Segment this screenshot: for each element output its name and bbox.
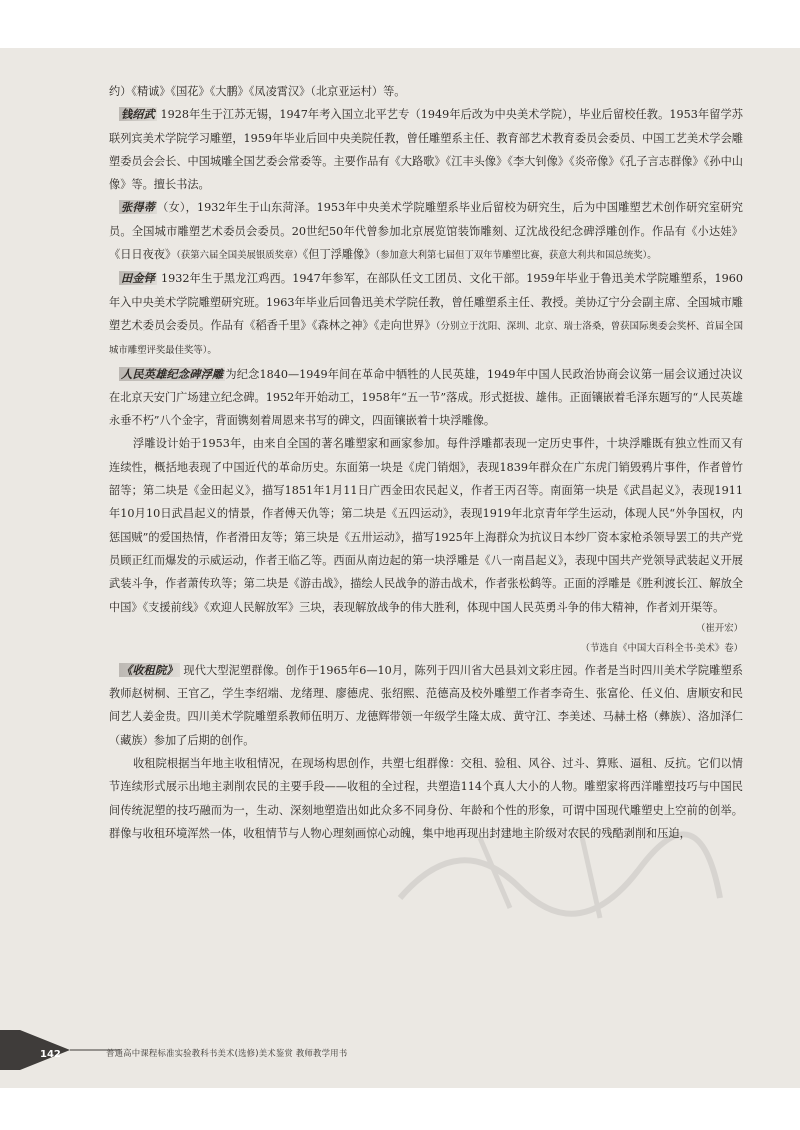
entry-term: 张得蒂 <box>121 200 156 215</box>
entry-note: （分别立于沈阳、深圳、北京、瑞士洛桑，曾获国际奥委会奖杯、首届全国城市雕塑评奖最佳奖等）。 <box>109 320 743 357</box>
entry-text: 现代大型泥塑群像。创作于1965年6—10月，陈列于四川省大邑县刘文彩庄园。作者是当时四川美术学院雕塑系教师赵树桐、王官乙，学生李绍端、龙绪理、廖德虎、张绍熙、范德高及校外雕塑工作者李奇生、张富伦、任义伯、唐顺安和民间艺人姜金贵。四川美术学院雕塑系教师伍明万、龙德辉带领一年级学生隆太成、黄守江、李美述、马赫土格（彝族）、洛加泽仁（藏族）参加了后期的创作。 <box>109 663 743 747</box>
entry-note-2: （参加意大利第七届但丁双年节雕塑比赛，获意大利共和国总统奖）。 <box>375 250 657 262</box>
page-number: 142 <box>40 1049 61 1060</box>
entry-text: （女），1932年生于山东菏泽。1953年中央美术学院雕塑系毕业后留校为研究生，后为中国雕塑艺术创作研究室研究员。全国城市雕塑艺术委员会委员。20世纪50年代曾参加北京展览馆装饰雕刻、辽沈战役纪念碑浮雕创作。作品有《小达娃》《日日夜夜》 <box>109 201 743 262</box>
entry-zhang-dedi <box>109 196 743 267</box>
running-footer: 普通高中课程标准实验教科书美术(选修)美术鉴赏 教师教学用书 <box>106 1048 348 1058</box>
entry-text: 1932年生于黑龙江鸡西。1947年参军，在部队任文工团员、文化干部。1959年毕业于鲁迅美术学院雕塑系，1960年入中央美术学院雕塑研究班。1963年毕业后回鲁迅美术学院任教，曾任雕塑系主任、教授。美协辽宁分会副主席、全国城市雕塑艺术委员会委员。作品有《稻香千里》《森林之神》《走向世界》 <box>109 272 743 332</box>
paragraph-continuation: 约）《精诚》《国花》《大鹏》《凤凌霄汉》（北京亚运村）等。 <box>109 85 406 98</box>
entry-tian-jinduo <box>109 267 743 362</box>
entry-term: 钱绍武 <box>121 107 155 122</box>
entry-qian-shaowu <box>109 103 743 196</box>
attribution-author: （崔开宏） <box>696 622 743 634</box>
entry-rent-collection-courtyard <box>109 659 743 752</box>
attribution-source: （节选自《中国大百科全书·美术》卷） <box>580 642 743 654</box>
entry-term: 《收租院》 <box>121 662 178 677</box>
entry-term: 人民英雄纪念碑浮雕 <box>121 366 224 381</box>
entry-note: （获第六届全国美展银质奖章） <box>176 250 303 262</box>
entry-text-2: 《但丁浮雕像》 <box>302 248 376 262</box>
text-body <box>109 80 743 845</box>
entry-monument-reliefs <box>109 363 743 433</box>
paragraph-rent-collection-details: 收租院根据当年地主收租情况，在现场构思创作，共塑七组群像：交租、验租、风谷、过斗、算账、逼租、反抗。它们以情节连续形式展示出地主剥削农民的主要手段——收租的全过程，共塑造114个真人大小的人物。雕塑家将西洋雕塑技巧与中国民间传统泥塑的技巧融而为一，生动、深刻地塑造出如此众多不同身份、年龄和个性的形象，可谓中国现代雕塑史上空前的创举。群像与收租环境浑然一体，收租情节与人物心理刻画惊心动魄，集中地再现出封建地主阶级对农民的残酷剥削和压迫， <box>109 757 743 840</box>
paragraph-relief-details: 浮雕设计始于1953年，由来自全国的著名雕塑家和画家参加。每件浮雕都表现一定历史事件，十块浮雕既有独立性而又有连续性，概括地表现了中国近代的革命历史。东面第一块是《虎门销烟》，表现1839年群众在广东虎门销毁鸦片事件，作者曾竹韶等；第二块是《金田起义》，描写1851年1月11日广西金田农民起义，作者王丙召等。南面第一块是《武昌起义》，表现1911年10月10日武昌起义的情景，作者傅天仇等；第二块是《五四运动》，表现1919年北京青年学生运动，体现人民“外争国权，内惩国贼”的爱国热情，作者滑田友等；第三块是《五卅运动》，描写1925年上海群众为抗议日本纱厂资本家枪杀领导罢工的共产党员顾正红而爆发的示威运动，作者王临乙等。西面从南边起的第一块浮雕是《八一南昌起义》，表现中国共产党领导武装起义开展武装斗争，作者萧传玖等；第二块是《游击战》，描绘人民战争的游击战术，作者张松鹤等。正面的浮雕是《胜利渡长江、解放全中国》《支援前线》《欢迎人民解放军》三块，表现解放战争的伟大胜利，体现中国人民英勇斗争的伟大精神，作者刘开渠等。 <box>109 437 743 614</box>
entry-text: 1928年生于江苏无锡，1947年考入国立北平艺专（1949年后改为中央美术学院），毕业后留校任教。1953年留学苏联列宾美术学院学习雕塑，1959年毕业后回中央美院任教，曾任雕塑系主任、教育部艺术教育委员会委员、中国工艺美术学会雕塑委员会会长、中国城雕全国艺委会常委等。主要作品有《大路歌》《江丰头像》《李大钊像》《炎帝像》《孔子言志群像》《孙中山像》等。擅长书法。 <box>109 108 743 192</box>
entry-text: 为纪念1840—1949年间在革命中牺牲的人民英雄，1949年中国人民政治协商会议第一届会议通过决议在北京天安门广场建立纪念碑。1952年开始动工，1958年“五一节”落成。形式挺拔、雄伟。正面镶嵌着毛泽东题写的“人民英雄永垂不朽”八个金字，背面镌刻着周恩来书写的碑文，四面镶嵌着十块浮雕像。 <box>109 367 743 428</box>
entry-term: 田金铎 <box>121 271 156 286</box>
